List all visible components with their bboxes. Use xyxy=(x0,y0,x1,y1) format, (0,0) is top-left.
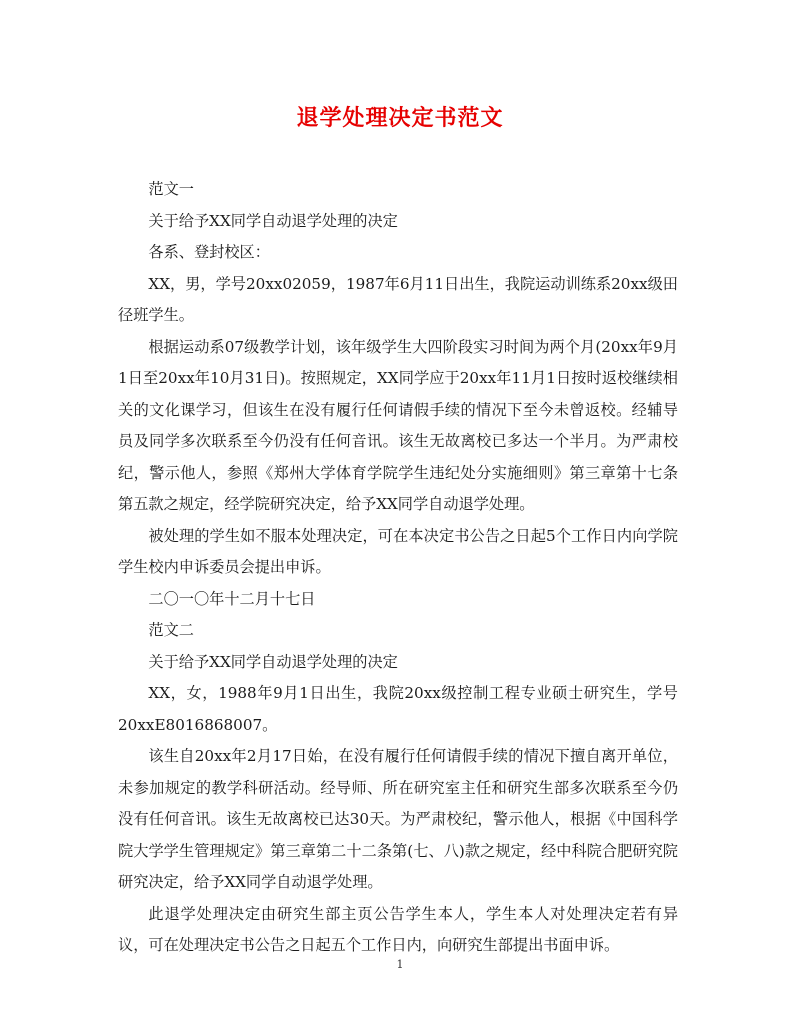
student-info-one: XX，男，学号20xx02059，1987年6月11日出生，我院运动训练系20xx级田径班学生。 xyxy=(118,274,678,324)
student-info-two: XX，女，1988年9月1日出生，我院20xx级控制工程专业硕士研究生，学号20xxE8016868007。 xyxy=(118,684,678,734)
decision-body-one: 根据运动系07级教学计划，该年级学生大四阶段实习时间为两个月(20xx年9月1日至20xx年10月31日)。按照规定，XX同学应于20xx年11月1日按时返校继续相关的文化课学习，但该生在没有履行任何请假手续的情况下至今未曾返校。经辅导员及同学多次联系至今仍没有任何音讯。该生无故离校已多达一个半月。为严肃校纪，警示他人，参照《郑州大学体育学院学生违纪处分实施细则》第三章第十七条第五款之规定，经学院研究决定，给予XX同学自动退学处理。 xyxy=(118,337,678,513)
date-line: 二〇一〇年十二月十七日 xyxy=(148,589,316,608)
sample-one-heading: 范文一 xyxy=(148,180,194,198)
decision-title-two: 关于给予XX同学自动退学处理的决定 xyxy=(148,652,398,671)
document-title: 退学处理决定书范文 xyxy=(296,105,504,131)
decision-body-two: 该生自20xx年2月17日始，在没有履行任何请假手续的情况下擅自离开单位，未参加规定的教学科研活动。经导师、所在研究室主任和研究生部多次联系至今仍没有任何音讯。该生无故离校已达30天。为严肃校纪，警示他人，根据《中国科学院大学学生管理规定》第三章第二十二条第(七、八)款之规定，经中科院合肥研究院研究决定，给予XX同学自动退学处理。 xyxy=(118,747,678,891)
sample-two-heading: 范文二 xyxy=(148,621,194,639)
appeal-notice-one: 被处理的学生如不服本处理决定，可在本决定书公告之日起5个工作日内向学院学生校内申诉委员会提出申诉。 xyxy=(118,526,678,576)
decision-title-one: 关于给予XX同学自动退学处理的决定 xyxy=(148,211,398,230)
page-number: 1 xyxy=(396,958,404,971)
document-body xyxy=(118,174,678,962)
addressee-line: 各系、登封校区： xyxy=(148,243,270,261)
appeal-notice-two: 此退学处理决定由研究生部主页公告学生本人，学生本人对处理决定若有异议，可在处理决定书公告之日起五个工作日内，向研究生部提出书面申诉。 xyxy=(118,904,678,954)
